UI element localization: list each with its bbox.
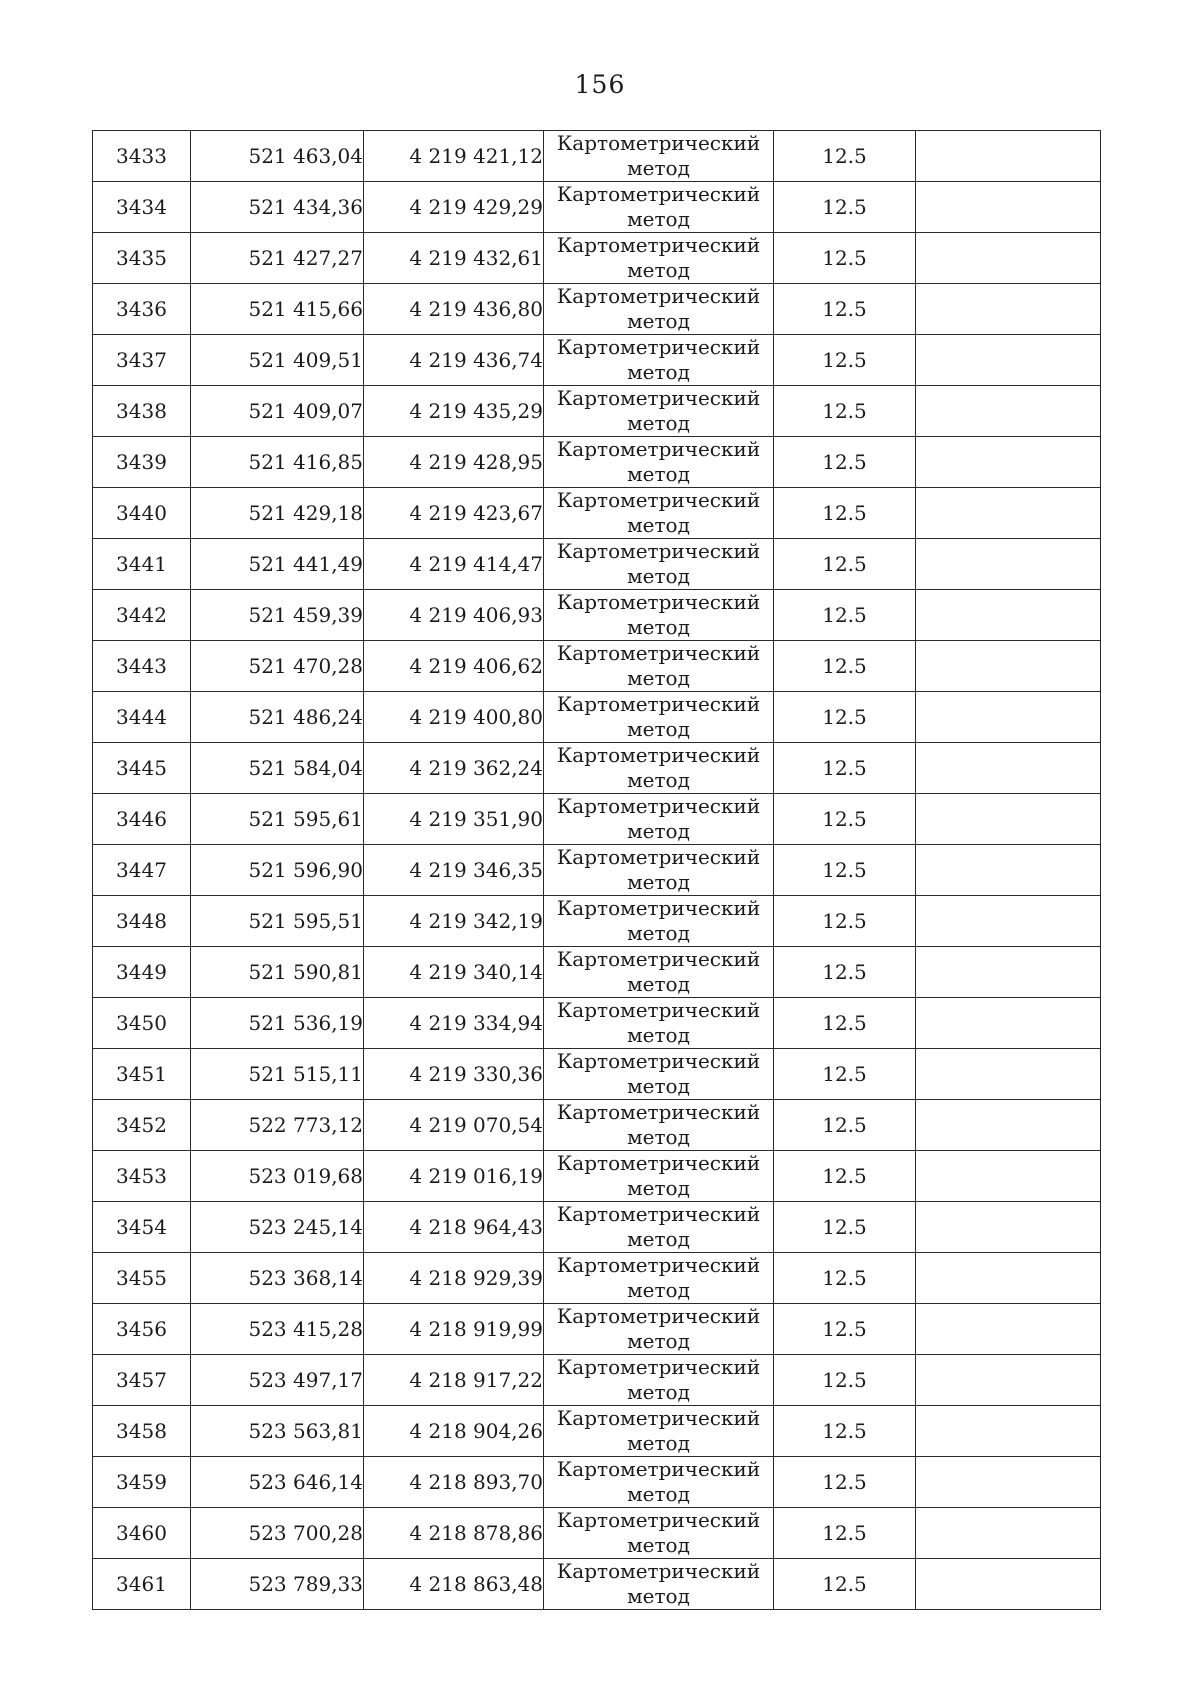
empty-cell — [916, 1355, 1101, 1406]
method-line-2: метод — [627, 1176, 690, 1200]
accuracy-cell: 12.5 — [774, 1304, 916, 1355]
method-cell — [544, 1508, 774, 1559]
table-row — [93, 845, 1101, 896]
y-coordinate-cell: 4 219 400,80 — [364, 692, 544, 743]
y-coordinate-cell: 4 219 330,36 — [364, 1049, 544, 1100]
table-row — [93, 1508, 1101, 1559]
x-coordinate-cell: 521 427,27 — [191, 233, 364, 284]
empty-cell — [916, 692, 1101, 743]
page-number: 156 — [574, 70, 626, 99]
method-line-2: метод — [627, 819, 690, 843]
accuracy-cell: 12.5 — [774, 437, 916, 488]
table-row — [93, 1151, 1101, 1202]
method-line-2: метод — [627, 564, 690, 588]
x-coordinate-cell: 521 595,51 — [191, 896, 364, 947]
method-line-1: Картометрический — [556, 1508, 761, 1532]
method-line-1: Картометрический — [556, 1151, 761, 1175]
empty-cell — [916, 335, 1101, 386]
table-row — [93, 386, 1101, 437]
point-number-cell: 3447 — [93, 845, 191, 896]
method-line-2: метод — [627, 1533, 690, 1557]
y-coordinate-cell: 4 219 346,35 — [364, 845, 544, 896]
table-row — [93, 743, 1101, 794]
method-cell — [544, 284, 774, 335]
method-cell — [544, 794, 774, 845]
x-coordinate-cell: 521 584,04 — [191, 743, 364, 794]
accuracy-cell: 12.5 — [774, 590, 916, 641]
accuracy-cell: 12.5 — [774, 845, 916, 896]
method-line-2: метод — [627, 1023, 690, 1047]
method-cell — [544, 539, 774, 590]
empty-cell — [916, 1508, 1101, 1559]
method-line-1: Картометрический — [556, 743, 761, 767]
method-cell — [544, 998, 774, 1049]
y-coordinate-cell: 4 218 904,26 — [364, 1406, 544, 1457]
x-coordinate-cell: 523 700,28 — [191, 1508, 364, 1559]
accuracy-cell: 12.5 — [774, 386, 916, 437]
y-coordinate-cell: 4 219 340,14 — [364, 947, 544, 998]
point-number-cell: 3449 — [93, 947, 191, 998]
x-coordinate-cell: 521 595,61 — [191, 794, 364, 845]
point-number-cell: 3437 — [93, 335, 191, 386]
method-cell — [544, 1100, 774, 1151]
empty-cell — [916, 437, 1101, 488]
y-coordinate-cell: 4 219 423,67 — [364, 488, 544, 539]
method-line-2: метод — [627, 1380, 690, 1404]
y-coordinate-cell: 4 219 436,74 — [364, 335, 544, 386]
point-number-cell: 3455 — [93, 1253, 191, 1304]
x-coordinate-cell: 521 470,28 — [191, 641, 364, 692]
point-number-cell: 3442 — [93, 590, 191, 641]
x-coordinate-cell: 521 441,49 — [191, 539, 364, 590]
x-coordinate-cell: 521 515,11 — [191, 1049, 364, 1100]
y-coordinate-cell: 4 218 964,43 — [364, 1202, 544, 1253]
table-row — [93, 539, 1101, 590]
point-number-cell: 3451 — [93, 1049, 191, 1100]
method-line-1: Картометрический — [556, 1457, 761, 1481]
method-line-1: Картометрический — [556, 692, 761, 716]
method-line-2: метод — [627, 258, 690, 282]
method-line-2: метод — [627, 666, 690, 690]
method-cell — [544, 1151, 774, 1202]
empty-cell — [916, 488, 1101, 539]
accuracy-cell: 12.5 — [774, 1355, 916, 1406]
method-line-1: Картометрический — [556, 386, 761, 410]
empty-cell — [916, 998, 1101, 1049]
table-row — [93, 590, 1101, 641]
method-line-1: Картометрический — [556, 335, 761, 359]
accuracy-cell: 12.5 — [774, 1151, 916, 1202]
empty-cell — [916, 947, 1101, 998]
point-number-cell: 3461 — [93, 1559, 191, 1610]
y-coordinate-cell: 4 219 406,93 — [364, 590, 544, 641]
method-line-1: Картометрический — [556, 641, 761, 665]
method-cell — [544, 947, 774, 998]
y-coordinate-cell: 4 219 016,19 — [364, 1151, 544, 1202]
table-row — [93, 1304, 1101, 1355]
method-line-1: Картометрический — [556, 1406, 761, 1430]
method-line-2: метод — [627, 1074, 690, 1098]
x-coordinate-cell: 523 415,28 — [191, 1304, 364, 1355]
point-number-cell: 3435 — [93, 233, 191, 284]
method-line-1: Картометрический — [556, 1355, 761, 1379]
method-line-1: Картометрический — [556, 845, 761, 869]
table-row — [93, 692, 1101, 743]
table-row — [93, 1202, 1101, 1253]
point-number-cell: 3453 — [93, 1151, 191, 1202]
x-coordinate-cell: 521 434,36 — [191, 182, 364, 233]
x-coordinate-cell: 523 789,33 — [191, 1559, 364, 1610]
table-row — [93, 1559, 1101, 1610]
y-coordinate-cell: 4 218 878,86 — [364, 1508, 544, 1559]
method-line-2: метод — [627, 768, 690, 792]
accuracy-cell: 12.5 — [774, 1406, 916, 1457]
y-coordinate-cell: 4 218 863,48 — [364, 1559, 544, 1610]
y-coordinate-cell: 4 219 070,54 — [364, 1100, 544, 1151]
empty-cell — [916, 1100, 1101, 1151]
accuracy-cell: 12.5 — [774, 233, 916, 284]
y-coordinate-cell: 4 219 432,61 — [364, 233, 544, 284]
empty-cell — [916, 1457, 1101, 1508]
table-row — [93, 794, 1101, 845]
method-line-1: Картометрический — [556, 1559, 761, 1583]
table-row — [93, 284, 1101, 335]
y-coordinate-cell: 4 219 435,29 — [364, 386, 544, 437]
method-cell — [544, 896, 774, 947]
point-number-cell: 3445 — [93, 743, 191, 794]
method-line-1: Картометрический — [556, 182, 761, 206]
x-coordinate-cell: 523 646,14 — [191, 1457, 364, 1508]
method-line-1: Картометрический — [556, 233, 761, 257]
empty-cell — [916, 590, 1101, 641]
point-number-cell: 3433 — [93, 131, 191, 182]
x-coordinate-cell: 521 536,19 — [191, 998, 364, 1049]
coordinates-table — [92, 130, 1101, 1610]
x-coordinate-cell: 523 368,14 — [191, 1253, 364, 1304]
method-cell — [544, 1253, 774, 1304]
accuracy-cell: 12.5 — [774, 1457, 916, 1508]
accuracy-cell: 12.5 — [774, 488, 916, 539]
empty-cell — [916, 845, 1101, 896]
empty-cell — [916, 284, 1101, 335]
coordinates-table-body — [93, 131, 1101, 1610]
point-number-cell: 3459 — [93, 1457, 191, 1508]
x-coordinate-cell: 521 429,18 — [191, 488, 364, 539]
method-cell — [544, 488, 774, 539]
method-line-2: метод — [627, 1125, 690, 1149]
accuracy-cell: 12.5 — [774, 1508, 916, 1559]
x-coordinate-cell: 521 416,85 — [191, 437, 364, 488]
y-coordinate-cell: 4 219 436,80 — [364, 284, 544, 335]
accuracy-cell: 12.5 — [774, 182, 916, 233]
method-cell — [544, 1406, 774, 1457]
method-cell — [544, 386, 774, 437]
method-line-2: метод — [627, 972, 690, 996]
x-coordinate-cell: 521 596,90 — [191, 845, 364, 896]
point-number-cell: 3441 — [93, 539, 191, 590]
method-line-1: Картометрический — [556, 284, 761, 308]
x-coordinate-cell: 523 563,81 — [191, 1406, 364, 1457]
x-coordinate-cell: 523 245,14 — [191, 1202, 364, 1253]
method-line-1: Картометрический — [556, 488, 761, 512]
x-coordinate-cell: 521 409,51 — [191, 335, 364, 386]
x-coordinate-cell: 523 019,68 — [191, 1151, 364, 1202]
method-cell — [544, 1559, 774, 1610]
method-line-1: Картометрический — [556, 998, 761, 1022]
method-line-1: Картометрический — [556, 539, 761, 563]
empty-cell — [916, 1406, 1101, 1457]
method-line-2: метод — [627, 207, 690, 231]
table-row — [93, 998, 1101, 1049]
accuracy-cell: 12.5 — [774, 1253, 916, 1304]
empty-cell — [916, 1049, 1101, 1100]
method-line-2: метод — [627, 156, 690, 180]
y-coordinate-cell: 4 218 893,70 — [364, 1457, 544, 1508]
y-coordinate-cell: 4 219 342,19 — [364, 896, 544, 947]
accuracy-cell: 12.5 — [774, 284, 916, 335]
method-line-1: Картометрический — [556, 1049, 761, 1073]
method-line-2: метод — [627, 615, 690, 639]
method-line-1: Картометрический — [556, 1100, 761, 1124]
x-coordinate-cell: 521 463,04 — [191, 131, 364, 182]
method-cell — [544, 1202, 774, 1253]
method-line-2: метод — [627, 1329, 690, 1353]
point-number-cell: 3436 — [93, 284, 191, 335]
accuracy-cell: 12.5 — [774, 335, 916, 386]
accuracy-cell: 12.5 — [774, 1202, 916, 1253]
x-coordinate-cell: 521 590,81 — [191, 947, 364, 998]
method-cell — [544, 233, 774, 284]
table-row — [93, 1355, 1101, 1406]
empty-cell — [916, 182, 1101, 233]
method-line-2: метод — [627, 1227, 690, 1251]
table-row — [93, 896, 1101, 947]
table-row — [93, 1253, 1101, 1304]
point-number-cell: 3458 — [93, 1406, 191, 1457]
accuracy-cell: 12.5 — [774, 794, 916, 845]
method-line-2: метод — [627, 1482, 690, 1506]
y-coordinate-cell: 4 219 414,47 — [364, 539, 544, 590]
point-number-cell: 3457 — [93, 1355, 191, 1406]
empty-cell — [916, 1202, 1101, 1253]
method-line-2: метод — [627, 462, 690, 486]
y-coordinate-cell: 4 219 428,95 — [364, 437, 544, 488]
point-number-cell: 3439 — [93, 437, 191, 488]
x-coordinate-cell: 521 486,24 — [191, 692, 364, 743]
empty-cell — [916, 131, 1101, 182]
x-coordinate-cell: 521 415,66 — [191, 284, 364, 335]
method-line-2: метод — [627, 1278, 690, 1302]
point-number-cell: 3443 — [93, 641, 191, 692]
table-row — [93, 1406, 1101, 1457]
method-line-2: метод — [627, 870, 690, 894]
y-coordinate-cell: 4 219 429,29 — [364, 182, 544, 233]
empty-cell — [916, 794, 1101, 845]
method-line-1: Картометрический — [556, 947, 761, 971]
method-cell — [544, 641, 774, 692]
y-coordinate-cell: 4 218 917,22 — [364, 1355, 544, 1406]
table-row — [93, 182, 1101, 233]
method-cell — [544, 590, 774, 641]
y-coordinate-cell: 4 219 421,12 — [364, 131, 544, 182]
method-cell — [544, 335, 774, 386]
method-line-2: метод — [627, 360, 690, 384]
y-coordinate-cell: 4 219 406,62 — [364, 641, 544, 692]
table-row — [93, 335, 1101, 386]
method-line-2: метод — [627, 921, 690, 945]
accuracy-cell: 12.5 — [774, 947, 916, 998]
point-number-cell: 3444 — [93, 692, 191, 743]
point-number-cell: 3448 — [93, 896, 191, 947]
x-coordinate-cell: 521 409,07 — [191, 386, 364, 437]
method-line-1: Картометрический — [556, 896, 761, 920]
method-line-1: Картометрический — [556, 1304, 761, 1328]
method-cell — [544, 692, 774, 743]
y-coordinate-cell: 4 219 362,24 — [364, 743, 544, 794]
point-number-cell: 3446 — [93, 794, 191, 845]
accuracy-cell: 12.5 — [774, 692, 916, 743]
point-number-cell: 3456 — [93, 1304, 191, 1355]
accuracy-cell: 12.5 — [774, 131, 916, 182]
table-row — [93, 1049, 1101, 1100]
method-line-1: Картометрический — [556, 590, 761, 614]
method-cell — [544, 1457, 774, 1508]
accuracy-cell: 12.5 — [774, 998, 916, 1049]
method-line-1: Картометрический — [556, 1253, 761, 1277]
empty-cell — [916, 233, 1101, 284]
table-row — [93, 488, 1101, 539]
method-line-1: Картометрический — [556, 1202, 761, 1226]
y-coordinate-cell: 4 218 919,99 — [364, 1304, 544, 1355]
y-coordinate-cell: 4 219 334,94 — [364, 998, 544, 1049]
accuracy-cell: 12.5 — [774, 1049, 916, 1100]
method-cell — [544, 743, 774, 794]
method-cell — [544, 131, 774, 182]
empty-cell — [916, 539, 1101, 590]
accuracy-cell: 12.5 — [774, 896, 916, 947]
table-row — [93, 131, 1101, 182]
y-coordinate-cell: 4 218 929,39 — [364, 1253, 544, 1304]
point-number-cell: 3460 — [93, 1508, 191, 1559]
method-line-1: Картометрический — [556, 131, 761, 155]
method-line-2: метод — [627, 1584, 690, 1608]
point-number-cell: 3450 — [93, 998, 191, 1049]
point-number-cell: 3438 — [93, 386, 191, 437]
point-number-cell: 3454 — [93, 1202, 191, 1253]
accuracy-cell: 12.5 — [774, 1100, 916, 1151]
table-row — [93, 1457, 1101, 1508]
empty-cell — [916, 641, 1101, 692]
empty-cell — [916, 1559, 1101, 1610]
method-line-2: метод — [627, 411, 690, 435]
table-row — [93, 233, 1101, 284]
accuracy-cell: 12.5 — [774, 1559, 916, 1610]
empty-cell — [916, 1253, 1101, 1304]
empty-cell — [916, 1304, 1101, 1355]
accuracy-cell: 12.5 — [774, 539, 916, 590]
accuracy-cell: 12.5 — [774, 743, 916, 794]
method-cell — [544, 1304, 774, 1355]
method-cell — [544, 182, 774, 233]
accuracy-cell: 12.5 — [774, 641, 916, 692]
method-line-2: метод — [627, 1431, 690, 1455]
empty-cell — [916, 896, 1101, 947]
x-coordinate-cell: 522 773,12 — [191, 1100, 364, 1151]
table-row — [93, 1100, 1101, 1151]
method-line-1: Картометрический — [556, 437, 761, 461]
x-coordinate-cell: 521 459,39 — [191, 590, 364, 641]
table-row — [93, 947, 1101, 998]
point-number-cell: 3452 — [93, 1100, 191, 1151]
method-line-1: Картометрический — [556, 794, 761, 818]
point-number-cell: 3440 — [93, 488, 191, 539]
table-row — [93, 641, 1101, 692]
y-coordinate-cell: 4 219 351,90 — [364, 794, 544, 845]
method-cell — [544, 437, 774, 488]
empty-cell — [916, 743, 1101, 794]
method-cell — [544, 845, 774, 896]
point-number-cell: 3434 — [93, 182, 191, 233]
empty-cell — [916, 1151, 1101, 1202]
method-cell — [544, 1355, 774, 1406]
method-line-2: метод — [627, 309, 690, 333]
table-row — [93, 437, 1101, 488]
x-coordinate-cell: 523 497,17 — [191, 1355, 364, 1406]
method-line-2: метод — [627, 513, 690, 537]
method-cell — [544, 1049, 774, 1100]
empty-cell — [916, 386, 1101, 437]
method-line-2: метод — [627, 717, 690, 741]
